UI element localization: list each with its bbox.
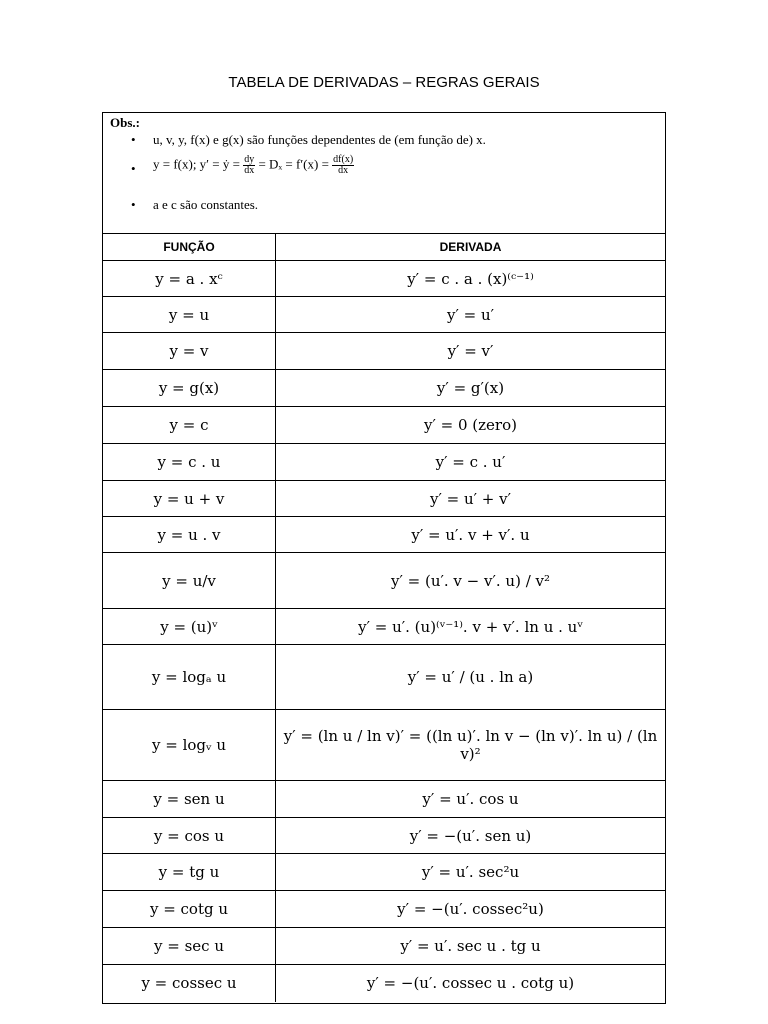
table-row	[103, 333, 665, 370]
derivatives-table	[103, 233, 665, 1002]
derivative-cell: y′ = g′(x)	[276, 370, 666, 407]
bullet-icon: •	[131, 197, 136, 212]
dy-dx-fraction	[243, 155, 255, 176]
table-row	[103, 370, 665, 407]
column-header-derivative: DERIVADA	[276, 234, 666, 261]
derivative-cell: y′ = −(u′. sen u)	[276, 818, 666, 854]
table-row	[103, 891, 665, 928]
observation-text: u, v, y, f(x) e g(x) são funções dependentes de (em função de) x.	[153, 132, 486, 147]
function-cell: y = sen u	[103, 781, 276, 818]
derivative-cell: y′ = c . a . (x)⁽ᶜ⁻¹⁾	[276, 261, 666, 297]
derivatives-table-frame	[102, 112, 666, 1004]
derivative-cell: y′ = u′ + v′	[276, 481, 666, 517]
function-cell: y = u . v	[103, 517, 276, 553]
function-cell: y = cossec u	[103, 965, 276, 1002]
table-row	[103, 407, 665, 444]
table-row	[103, 261, 665, 297]
derivative-cell: y′ = u′. sec²u	[276, 854, 666, 891]
function-cell: y = cos u	[103, 818, 276, 854]
derivative-cell: y′ = u′. v + v′. u	[276, 517, 666, 553]
table-row	[103, 818, 665, 854]
table-row	[103, 965, 665, 1002]
observations-box	[103, 113, 665, 233]
table-row	[103, 781, 665, 818]
table-row	[103, 710, 665, 781]
function-cell: y = u/v	[103, 553, 276, 609]
function-cell: y = logₐ u	[103, 645, 276, 710]
table-row	[103, 517, 665, 553]
derivative-cell: y′ = v′	[276, 333, 666, 370]
notation-text: y = f(x); y′ = ẏ =	[153, 156, 244, 172]
derivative-cell: y′ = 0 (zero)	[276, 407, 666, 444]
table-body	[103, 261, 665, 1002]
function-cell: y = v	[103, 333, 276, 370]
derivative-cell: y′ = (ln u / ln v)′ = ((ln u)′. ln v − (ln v)′. ln u) / (ln v)²	[276, 710, 666, 781]
table-row	[103, 481, 665, 517]
function-cell: y = c	[103, 407, 276, 444]
table-row	[103, 854, 665, 891]
bullet-icon: •	[131, 132, 136, 147]
table-row	[103, 444, 665, 481]
derivative-cell: y′ = (u′. v − v′. u) / v²	[276, 553, 666, 609]
derivative-cell: y′ = u′. sec u . tg u	[276, 928, 666, 965]
derivative-cell: y′ = −(u′. cossec²u)	[276, 891, 666, 928]
function-cell: y = tg u	[103, 854, 276, 891]
notation-text: = Dₓ = f′(x) =	[255, 156, 333, 172]
observations-heading: Obs.:	[110, 115, 140, 130]
table-row	[103, 297, 665, 333]
function-cell: y = a . xᶜ	[103, 261, 276, 297]
table-row	[103, 928, 665, 965]
fraction-denominator: dx	[338, 165, 349, 176]
derivative-cell: y′ = u′. cos u	[276, 781, 666, 818]
page-title: TABELA DE DERIVADAS – REGRAS GERAIS	[228, 74, 540, 91]
function-cell: y = sec u	[103, 928, 276, 965]
dfx-dx-fraction	[332, 155, 354, 176]
observation-text	[153, 155, 354, 176]
table-header-row	[103, 234, 665, 261]
fraction-numerator: df(x)	[333, 154, 354, 165]
function-cell: y = g(x)	[103, 370, 276, 407]
function-cell: y = u	[103, 297, 276, 333]
function-cell: y = logᵥ u	[103, 710, 276, 781]
derivative-cell: y′ = c . u′	[276, 444, 666, 481]
observation-text: a e c são constantes.	[153, 197, 259, 212]
derivative-cell: y′ = u′. (u)⁽ᵛ⁻¹⁾. v + v′. ln u . uᵛ	[276, 609, 666, 645]
function-cell: y = c . u	[103, 444, 276, 481]
function-cell: y = cotg u	[103, 891, 276, 928]
table-row	[103, 609, 665, 645]
table-row	[103, 645, 665, 710]
derivative-cell: y′ = −(u′. cossec u . cotg u)	[276, 965, 666, 1002]
derivative-cell: y′ = u′ / (u . ln a)	[276, 645, 666, 710]
fraction-numerator: dy	[244, 154, 255, 165]
bullet-icon: •	[131, 161, 136, 176]
fraction-denominator: dx	[244, 165, 255, 176]
function-cell: y = u + v	[103, 481, 276, 517]
function-cell: y = (u)ᵛ	[103, 609, 276, 645]
table-row	[103, 553, 665, 609]
column-header-function: FUNÇÃO	[103, 234, 276, 261]
derivative-cell: y′ = u′	[276, 297, 666, 333]
